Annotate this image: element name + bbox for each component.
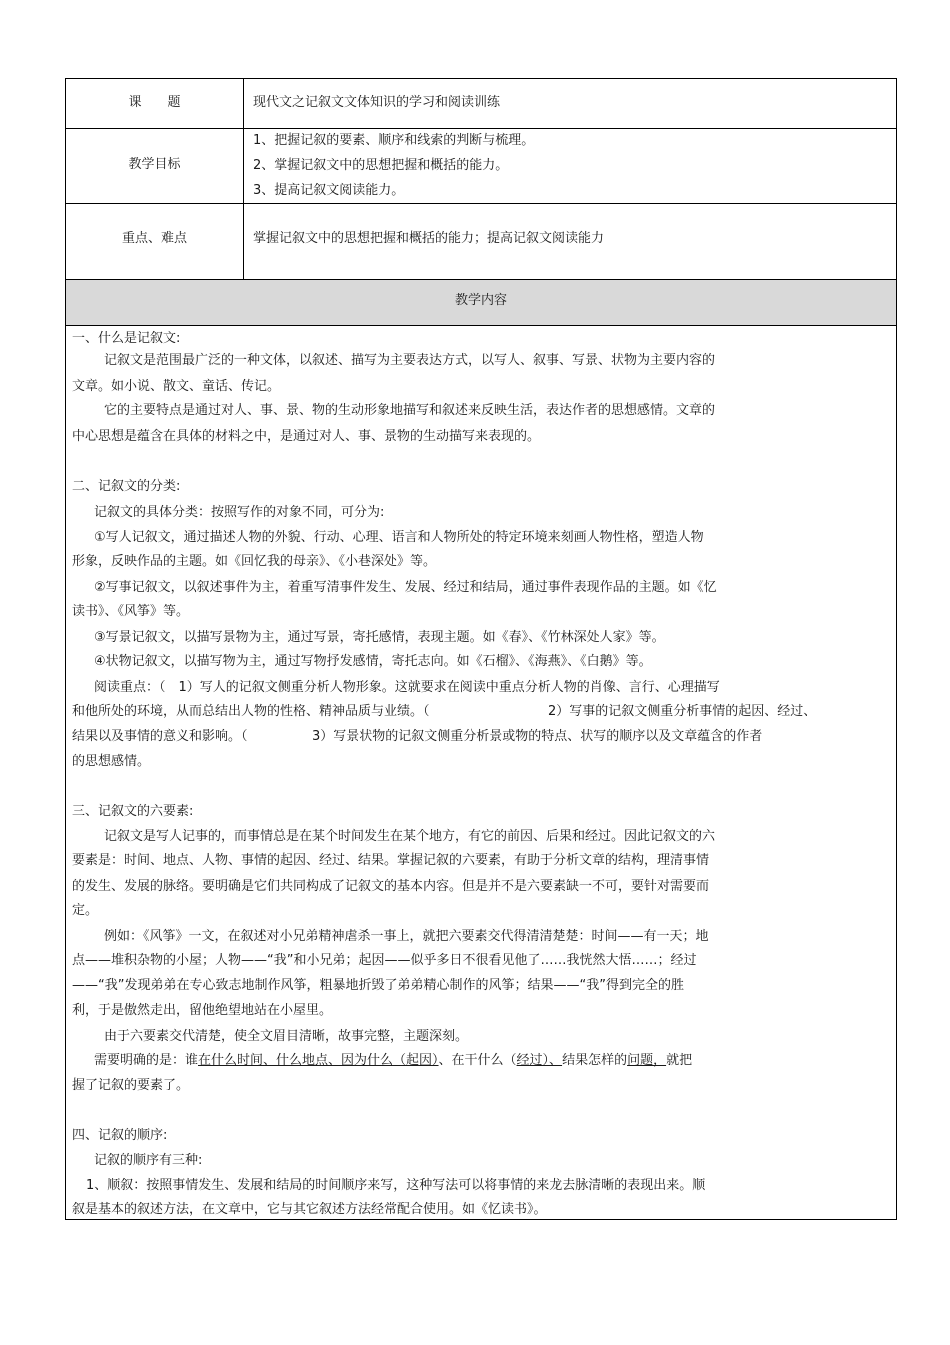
text-run: 需要明确的是：谁 (94, 1053, 199, 1068)
section-title: 四、记叙的顺序: (72, 1128, 168, 1143)
paragraph-line: ④状物记叙文，以描写物为主，通过写物抒发感情，寄托志向。如《石榴》、《海燕》、《白鹅》等。 (94, 654, 652, 669)
paragraph-line: 结果以及事情的意义和影响。（ (72, 729, 248, 744)
section-title: 二、记叙文的分类: (72, 479, 181, 494)
section-title: 三、记叙文的六要素: (72, 804, 194, 819)
paragraph-line: 1、顺叙：按照事情发生、发展和结局的时间顺序来写，这种写法可以将事情的来龙去脉清晰的表现出来。顺 (86, 1178, 706, 1193)
paragraph-line: 记叙文是范围最广泛的一种文体，以叙述、描写为主要表达方式，以写人、叙事、写景、状物为主要内容的 (104, 353, 716, 368)
paragraph-line: 记叙文的具体分类：按照写作的对象不同，可分为: (94, 505, 385, 520)
underlined-text: 问题， (627, 1053, 667, 1068)
paragraph-line (94, 1053, 692, 1069)
paragraph-line: 阅读重点：（ 1）写人的记叙文侧重分析人物形象。这就要求在阅读中重点分析人物的肖像、言行、心理描写 (94, 680, 720, 695)
paragraph-line: 它的主要特点是通过对人、事、景、物的生动形象地描写和叙述来反映生活，表达作者的思想感情。文章的 (104, 403, 716, 418)
paragraph-line: 和他所处的环境，从而总结出人物的性格、精神品质与业绩。（ (72, 704, 430, 719)
goal-item: 2、掌握记叙文中的思想把握和概括的能力。 (253, 158, 509, 173)
paragraph-line: ②写事记叙文，以叙述事件为主，着重写清事件发生、发展、经过和结局，通过事件表现作品的主题。如《忆 (94, 580, 717, 595)
paragraph-line: 读书》、《风筝》等。 (72, 604, 190, 619)
row-divider (66, 203, 896, 204)
paragraph-line: 握了记叙的要素了。 (72, 1078, 190, 1093)
paragraph-line: 中心思想是蕴含在具体的材料之中，是通过对人、事、景物的生动描写来表现的。 (72, 429, 541, 444)
paragraph-line: 的思想感情。 (72, 754, 151, 769)
underlined-text: 在什么时间、什么地点、因为什么（起因） (198, 1053, 439, 1068)
column-divider (243, 79, 244, 279)
goal-item: 3、提高记叙文阅读能力。 (253, 183, 405, 198)
underlined-text: 经过）、 (516, 1053, 563, 1068)
content-label: 教学内容 (454, 293, 507, 308)
paragraph-line: 定。 (72, 903, 99, 918)
text-run: 结果怎样的 (562, 1053, 628, 1068)
row-divider (66, 128, 896, 129)
paragraph-line: 的发生、发展的脉络。要明确是它们共同构成了记叙文的基本内容。但是并不是六要素缺一不可，要针对需要而 (72, 879, 710, 894)
paragraph-line: 利，于是傲然走出，留他绝望地站在小屋里。 (72, 1003, 333, 1018)
paragraph-line: 形象，反映作品的主题。如《回忆我的母亲》、《小巷深处》等。 (72, 554, 437, 569)
goal-item: 1、把握记叙的要素、顺序和线索的判断与梳理。 (253, 133, 535, 148)
section-title: 一、什么是记叙文: (72, 331, 181, 346)
paragraph-line: 叙是基本的叙述方法，在文章中，它与其它叙述方法经常配合使用。如《忆读书》。 (72, 1202, 547, 1217)
row-divider (66, 279, 896, 280)
paragraph-line: 文章。如小说、散文、童话、传记。 (72, 379, 281, 394)
paragraph-line: ③写景记叙文，以描写景物为主，通过写景，寄托感情，表现主题。如《春》、《竹林深处人家》等。 (94, 630, 665, 645)
text-run: 、在干什么（ (438, 1053, 517, 1068)
goals-label: 教学目标 (128, 157, 181, 172)
paragraph-line: 2）写事的记叙文侧重分析事情的起因、经过、 (548, 704, 817, 719)
text-run: 就把 (666, 1053, 693, 1068)
paragraph-line: 要素是：时间、地点、人物、事情的起因、经过、结果。掌握记叙的六要素，有助于分析文章的结构，理清事情 (72, 853, 710, 868)
paragraph-line: ①写人记叙文，通过描述人物的外貌、行动、心理、语言和人物所处的特定环境来刻画人物性格，塑造人物 (94, 530, 704, 545)
topic-value: 现代文之记叙文文体知识的学习和阅读训练 (253, 95, 501, 110)
row-divider (66, 325, 896, 326)
key-label: 重点、难点 (121, 231, 187, 246)
paragraph-line: 记叙文是写人记事的，而事情总是在某个时间发生在某个地方，有它的前因、后果和经过。因此记叙文的六 (104, 829, 716, 844)
key-value: 掌握记叙文中的思想把握和概括的能力；提高记叙文阅读能力 (253, 231, 605, 246)
paragraph-line: 3）写景状物的记叙文侧重分析景或物的特点、状写的顺序以及文章蕴含的作者 (312, 729, 763, 744)
topic-label: 课 题 (128, 95, 181, 110)
paragraph-line: 例如：《风筝》一文，在叙述对小兄弟精神虐杀一事上，就把六要素交代得清清楚楚：时间——有一天；地 (104, 929, 709, 944)
paragraph-line: 记叙的顺序有三种: (94, 1153, 203, 1168)
lesson-plan-table (65, 78, 897, 1220)
paragraph-line: ——“我”发现弟弟在专心致志地制作风筝，粗暴地折毁了弟弟精心制作的风筝；结果——“我”得到完全的胜 (72, 978, 684, 993)
paragraph-line: 由于六要素交代清楚，使全文眉目清晰，故事完整，主题深刻。 (104, 1029, 469, 1044)
paragraph-line: 点——堆积杂物的小屋；人物——“我”和小兄弟；起因——似乎多日不很看见他了……我恍然大悟……；经过 (72, 953, 697, 968)
